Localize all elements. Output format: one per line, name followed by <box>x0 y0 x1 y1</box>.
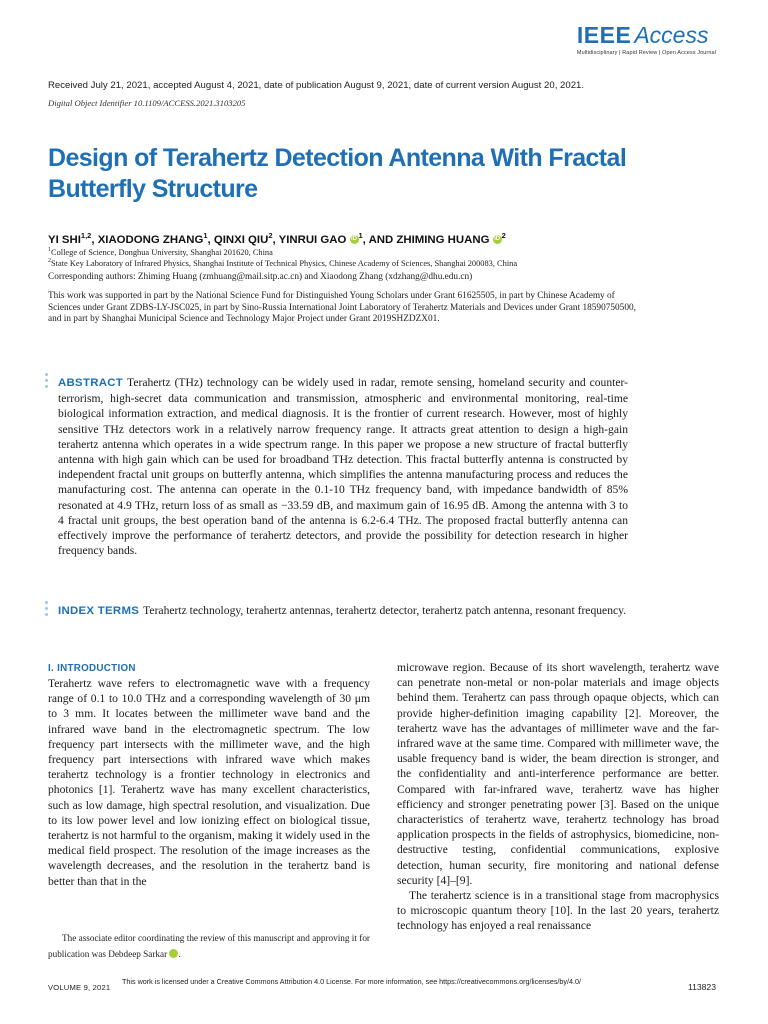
abstract-label: ABSTRACT <box>58 377 124 389</box>
author-name: , AND ZHIMING HUANG <box>362 233 490 246</box>
footnote-end: . <box>178 948 181 959</box>
paper-title: Design of Terahertz Detection Antenna With Fractal Butterfly Structure <box>48 144 627 203</box>
footnote-text: The associate editor coordinating the review of this manuscript and approving it for publication was Debdeep Sarkar <box>48 933 370 959</box>
footer-volume: VOLUME 9, 2021 <box>48 983 111 992</box>
author-affil: 1 <box>358 231 363 240</box>
index-terms-text: Terahertz technology, terahertz antennas, terahertz detector, terahertz patch antenna, resonant frequency. <box>143 604 627 617</box>
affiliation-number: 2 <box>48 258 51 264</box>
orcid-icon[interactable]: iD <box>494 235 501 242</box>
funding-statement: This work was supported in part by the National Science Fund for Distinguished Young Scholars under Grant 61625505, in part by Chinese Academy of Sciences under Grant ZDBS-LY-JSC025, in part by Sino-Russia International Joint Laboratory of Terahertz Materials and Devices under Grant 18590750500, and in part by Shanghai Municipal Science and Technology Major Project under Grant 2019SHZDZX01. <box>48 291 636 325</box>
doi[interactable]: Digital Object Identifier 10.1109/ACCESS.2021.3103205 <box>48 98 246 108</box>
abstract <box>58 375 628 558</box>
author-affil: 1 <box>203 231 208 240</box>
body-column-left: Terahertz wave refers to electromagnetic wave with a frequency range of 0.1 to 10.0 THz and a corresponding wavelength of 30 μm to 3 mm. It locates between the millimeter wave band and the infrared wave band in the electromagnetic spectrum. The low frequency part intersects with the millimeter wave, and the high frequency part intersections with infrared wave which makes terahertz technology is a frontier technology in electronics and photonics [1]. Terahertz wave has many excellent characteristics, such as low damage, high spectral resolution, and visualization. Due to its low power level and low ionizing effect on biological tissue, terahertz is not harmful to the organism, making it widely used in the medical field prospect. The resolution of the image increases as the wavelength decreases, and the resolution in the terahertz band is better than that in the <box>48 677 370 888</box>
logo-ieee: IEEE <box>576 22 632 48</box>
author-name: YI SHI <box>48 233 81 246</box>
decorative-dots-icon <box>45 373 49 391</box>
paragraph: microwave region. Because of its short wavelength, terahertz wave can penetrate non-metal or non-polar materials and image objects behind them. Terahertz can pass through opaque objects, which can provide higher-definition imaging capability [2]. Moreover, the terahertz wave has the advantages of millimeter wave and the far-infrared wave at the same time. Compared with millimeter wave, the usable frequency band is wider, the beam direction is stronger, and the confidentiality and anti-interference performance are better. Compared with far-infrared wave, terahertz wave has higher efficiency and stronger penetrating power [3]. Based on the unique characteristics of terahertz wave, terahertz technology has broad application prospects in the fields of astrophysics, biomedicine, non-destructive testing, confidential communications, explosive detection, human security, fire monitoring and national defense security [4]–[9]. <box>397 661 719 887</box>
logo-tagline: Multidisciplinary | Rapid Review | Open Access Journal <box>576 50 716 56</box>
author-affil: 2 <box>501 231 506 240</box>
footer-license[interactable]: This work is licensed under a Creative Commons Attribution 4.0 License. For more information, see https://creativecommons.org/licenses/by/4.0/ <box>122 977 582 986</box>
abstract-text: Terahertz (THz) technology can be widely used in radar, remote sensing, homeland security and counter-terrorism, high-secret data communication and transmission, atmospheric and environmental monitoring, real-time biological information extraction, and medical diagnosis. It is the frontier of current research. However, most of highly sensitive THz detectors work in a relatively narrow frequency range. It attracts great attention to design a high-gain terahertz antenna which operates in a wide spectrum range. In this paper we propose a new structure of fractal butterfly antenna with high gain which can be used for broadband THz detection. This fractal butterfly antenna is constructed by independent fractal unit groups on butterfly antenna, which simplifies the antenna manufacturing process and reduces the manufacturing cost. The antenna can operate in the 0.1-10 THz frequency band, with impedance bandwidth of 85% resonated at 4.9 THz, return loss of as small as −33.59 dB, and maximum gain of 16.95 dB. Among the antenna with 3 to 4 fractal unit groups, the best operation band of the antenna is 6.2-6.4 THz. The proposed fractal butterfly antenna can effectively improve the performance of terahertz detectors, and provide the possibility for detection research in higher frequency bands. <box>58 376 628 558</box>
author-name: , YINRUI GAO <box>272 233 347 246</box>
index-terms-label: INDEX TERMS <box>58 605 140 617</box>
author-affil: 1,2 <box>80 231 92 240</box>
decorative-dots-icon <box>45 601 49 619</box>
index-terms <box>58 603 628 619</box>
paragraph: The terahertz science is in a transitional stage from macrophysics to microscopic quantum theory [10]. In the last 20 years, terahertz technology has enjoyed a real renaissance <box>397 889 719 933</box>
author-name: , XIAODONG ZHANG <box>91 233 204 246</box>
author-name: , QINXI QIU <box>207 233 269 246</box>
body-column-right <box>397 660 719 934</box>
logo-access: Access <box>634 22 709 48</box>
corresponding-authors: Corresponding authors: Zhiming Huang (zmhuang@mail.sitp.ac.cn) and Xiaodong Zhang (xdzhang@dhu.edu.cn) <box>48 272 473 282</box>
affiliation <box>48 247 273 257</box>
author-affil: 2 <box>268 231 273 240</box>
page-number: 113823 <box>687 982 716 992</box>
orcid-icon[interactable]: iD <box>351 235 357 242</box>
journal-logo <box>577 22 716 56</box>
affiliation-number: 1 <box>48 247 51 253</box>
orcid-icon[interactable]: iD <box>169 949 178 958</box>
affiliation <box>48 258 517 268</box>
author-list <box>48 231 506 246</box>
affiliation-text: State Key Laboratory of Infrared Physics, Shanghai Institute of Technical Physics, Chinese Academy of Sciences, Shanghai 200083, China <box>51 258 518 268</box>
editor-footnote <box>48 931 370 962</box>
received-dates: Received July 21, 2021, accepted August 4, 2021, date of publication August 9, 2021, date of current version August 20, 2021. <box>48 80 585 91</box>
section-heading: I. INTRODUCTION <box>48 663 136 674</box>
affiliation-text: College of Science, Donghua University, Shanghai 201620, China <box>51 247 273 257</box>
